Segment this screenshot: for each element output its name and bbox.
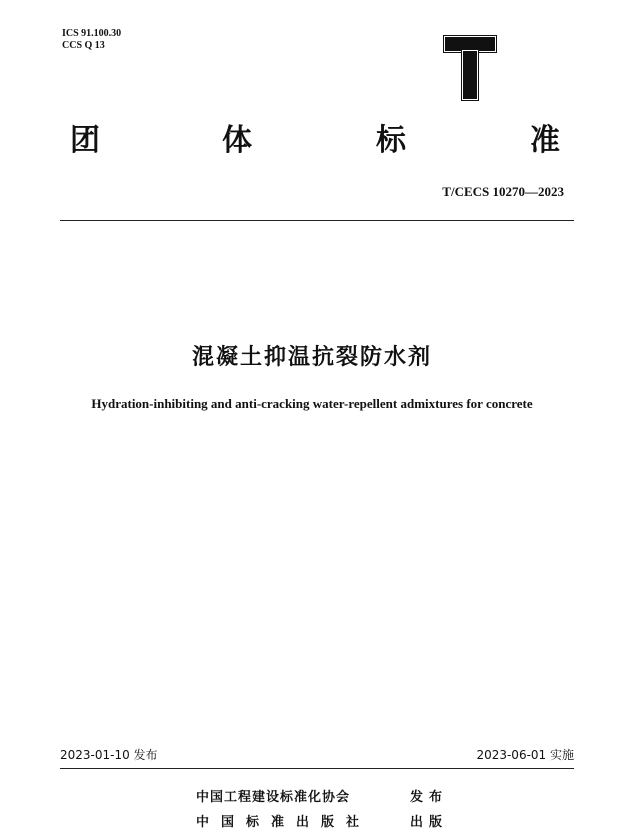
title-english: Hydration-inhibiting and anti-cracking water-repellent admixtures for concrete — [91, 396, 533, 411]
footer-divider — [60, 768, 574, 769]
issue-date: 2023-01-10 发布 — [60, 748, 158, 762]
standard-type-char-2: 体 — [222, 123, 252, 158]
publisher-press-action: 出版 — [410, 815, 449, 830]
publisher-association: 中国工程建设标准化协会 — [196, 790, 351, 805]
ics-code: ICS 91.100.30 — [62, 28, 122, 39]
standard-category-logo — [444, 36, 494, 98]
standard-type-char-1: 团 — [70, 123, 100, 158]
classification-codes — [62, 28, 121, 52]
header-divider — [60, 220, 574, 221]
ccs-code: CCS Q 13 — [62, 40, 105, 51]
standard-type-char-4: 准 — [530, 123, 560, 158]
logo-t-stem — [462, 50, 478, 100]
publisher-association-action: 发布 — [410, 790, 449, 805]
standard-number: T/CECS 10270—2023 — [442, 184, 564, 199]
standard-type-char-3: 标 — [376, 123, 406, 158]
title-chinese: 混凝土抑温抗裂防水剂 — [191, 345, 432, 370]
publisher-press: 中国标准出版社 — [196, 815, 372, 830]
implementation-date: 2023-06-01 实施 — [476, 748, 574, 762]
